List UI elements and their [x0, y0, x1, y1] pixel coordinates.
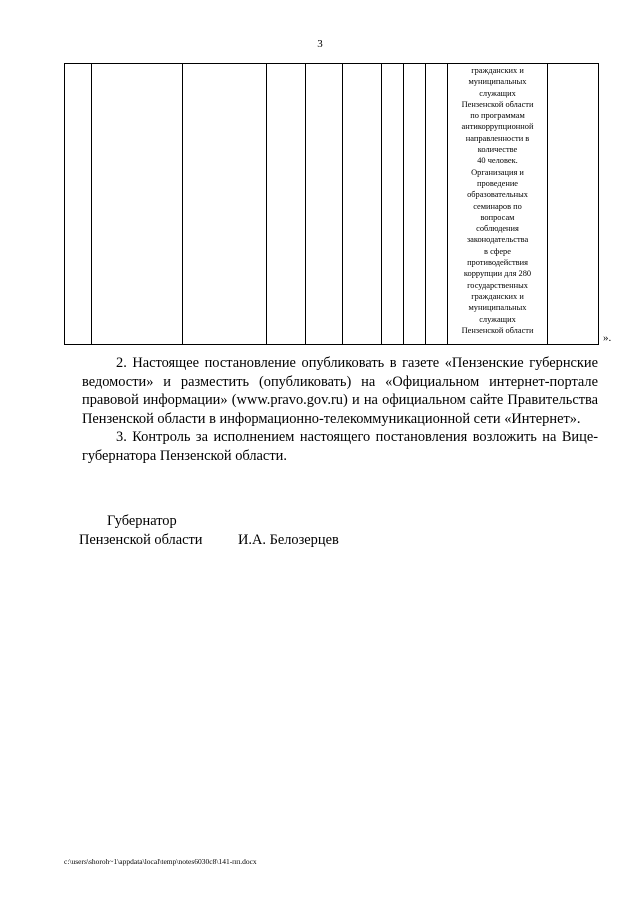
table-cell-2 [92, 64, 183, 345]
table-row [65, 64, 599, 345]
table-cell-8 [404, 64, 426, 345]
signatory-title-line1: Губернатор [107, 513, 177, 529]
table-cell-measures [448, 64, 548, 345]
closing-quote: ». [603, 332, 612, 344]
continuation-table [64, 63, 599, 345]
table-cell-3 [183, 64, 267, 345]
paragraph-publication: 2. Настоящее постановление опубликовать в газете «Пензенские губернские ведомости» и разместить (опубликовать) на «Официальном интернет-портале правовой информации» (www.pravo.gov.ru) и на официальном сайте Правительства Пензенской области в информационно-телекоммуникационной сети «Интернет». [82, 355, 598, 427]
paragraph-control: 3. Контроль за исполнением настоящего постановления возложить на Вице-губернатора Пензенской области. [82, 429, 598, 464]
signatory-title-line2: Пензенской области [79, 532, 203, 548]
measures-text: гражданских и муниципальных служащих Пензенской области по программам антикоррупционной направленности в количестве 40 человек. Организация и проведение образовательных семинаров по вопросам соблюдения законодательства в сфере противодействия коррупции для 280 государственных гражданских и муниципальных служащих Пензенской области [461, 66, 534, 335]
table-cell-4 [267, 64, 306, 345]
page-number: 3 [317, 38, 323, 50]
footer-file-path: c:\users\shoroh~1\appdata\local\temp\notes6030c8\141-пп.docx [64, 857, 257, 866]
signatory-name: И.А. Белозерцев [238, 532, 339, 548]
table-cell-1 [65, 64, 92, 345]
table-cell-6 [343, 64, 382, 345]
table-cell-5 [306, 64, 343, 345]
resolution-body [82, 354, 598, 466]
table-cell-7 [382, 64, 404, 345]
table-cell-11 [548, 64, 599, 345]
table-cell-9 [426, 64, 448, 345]
